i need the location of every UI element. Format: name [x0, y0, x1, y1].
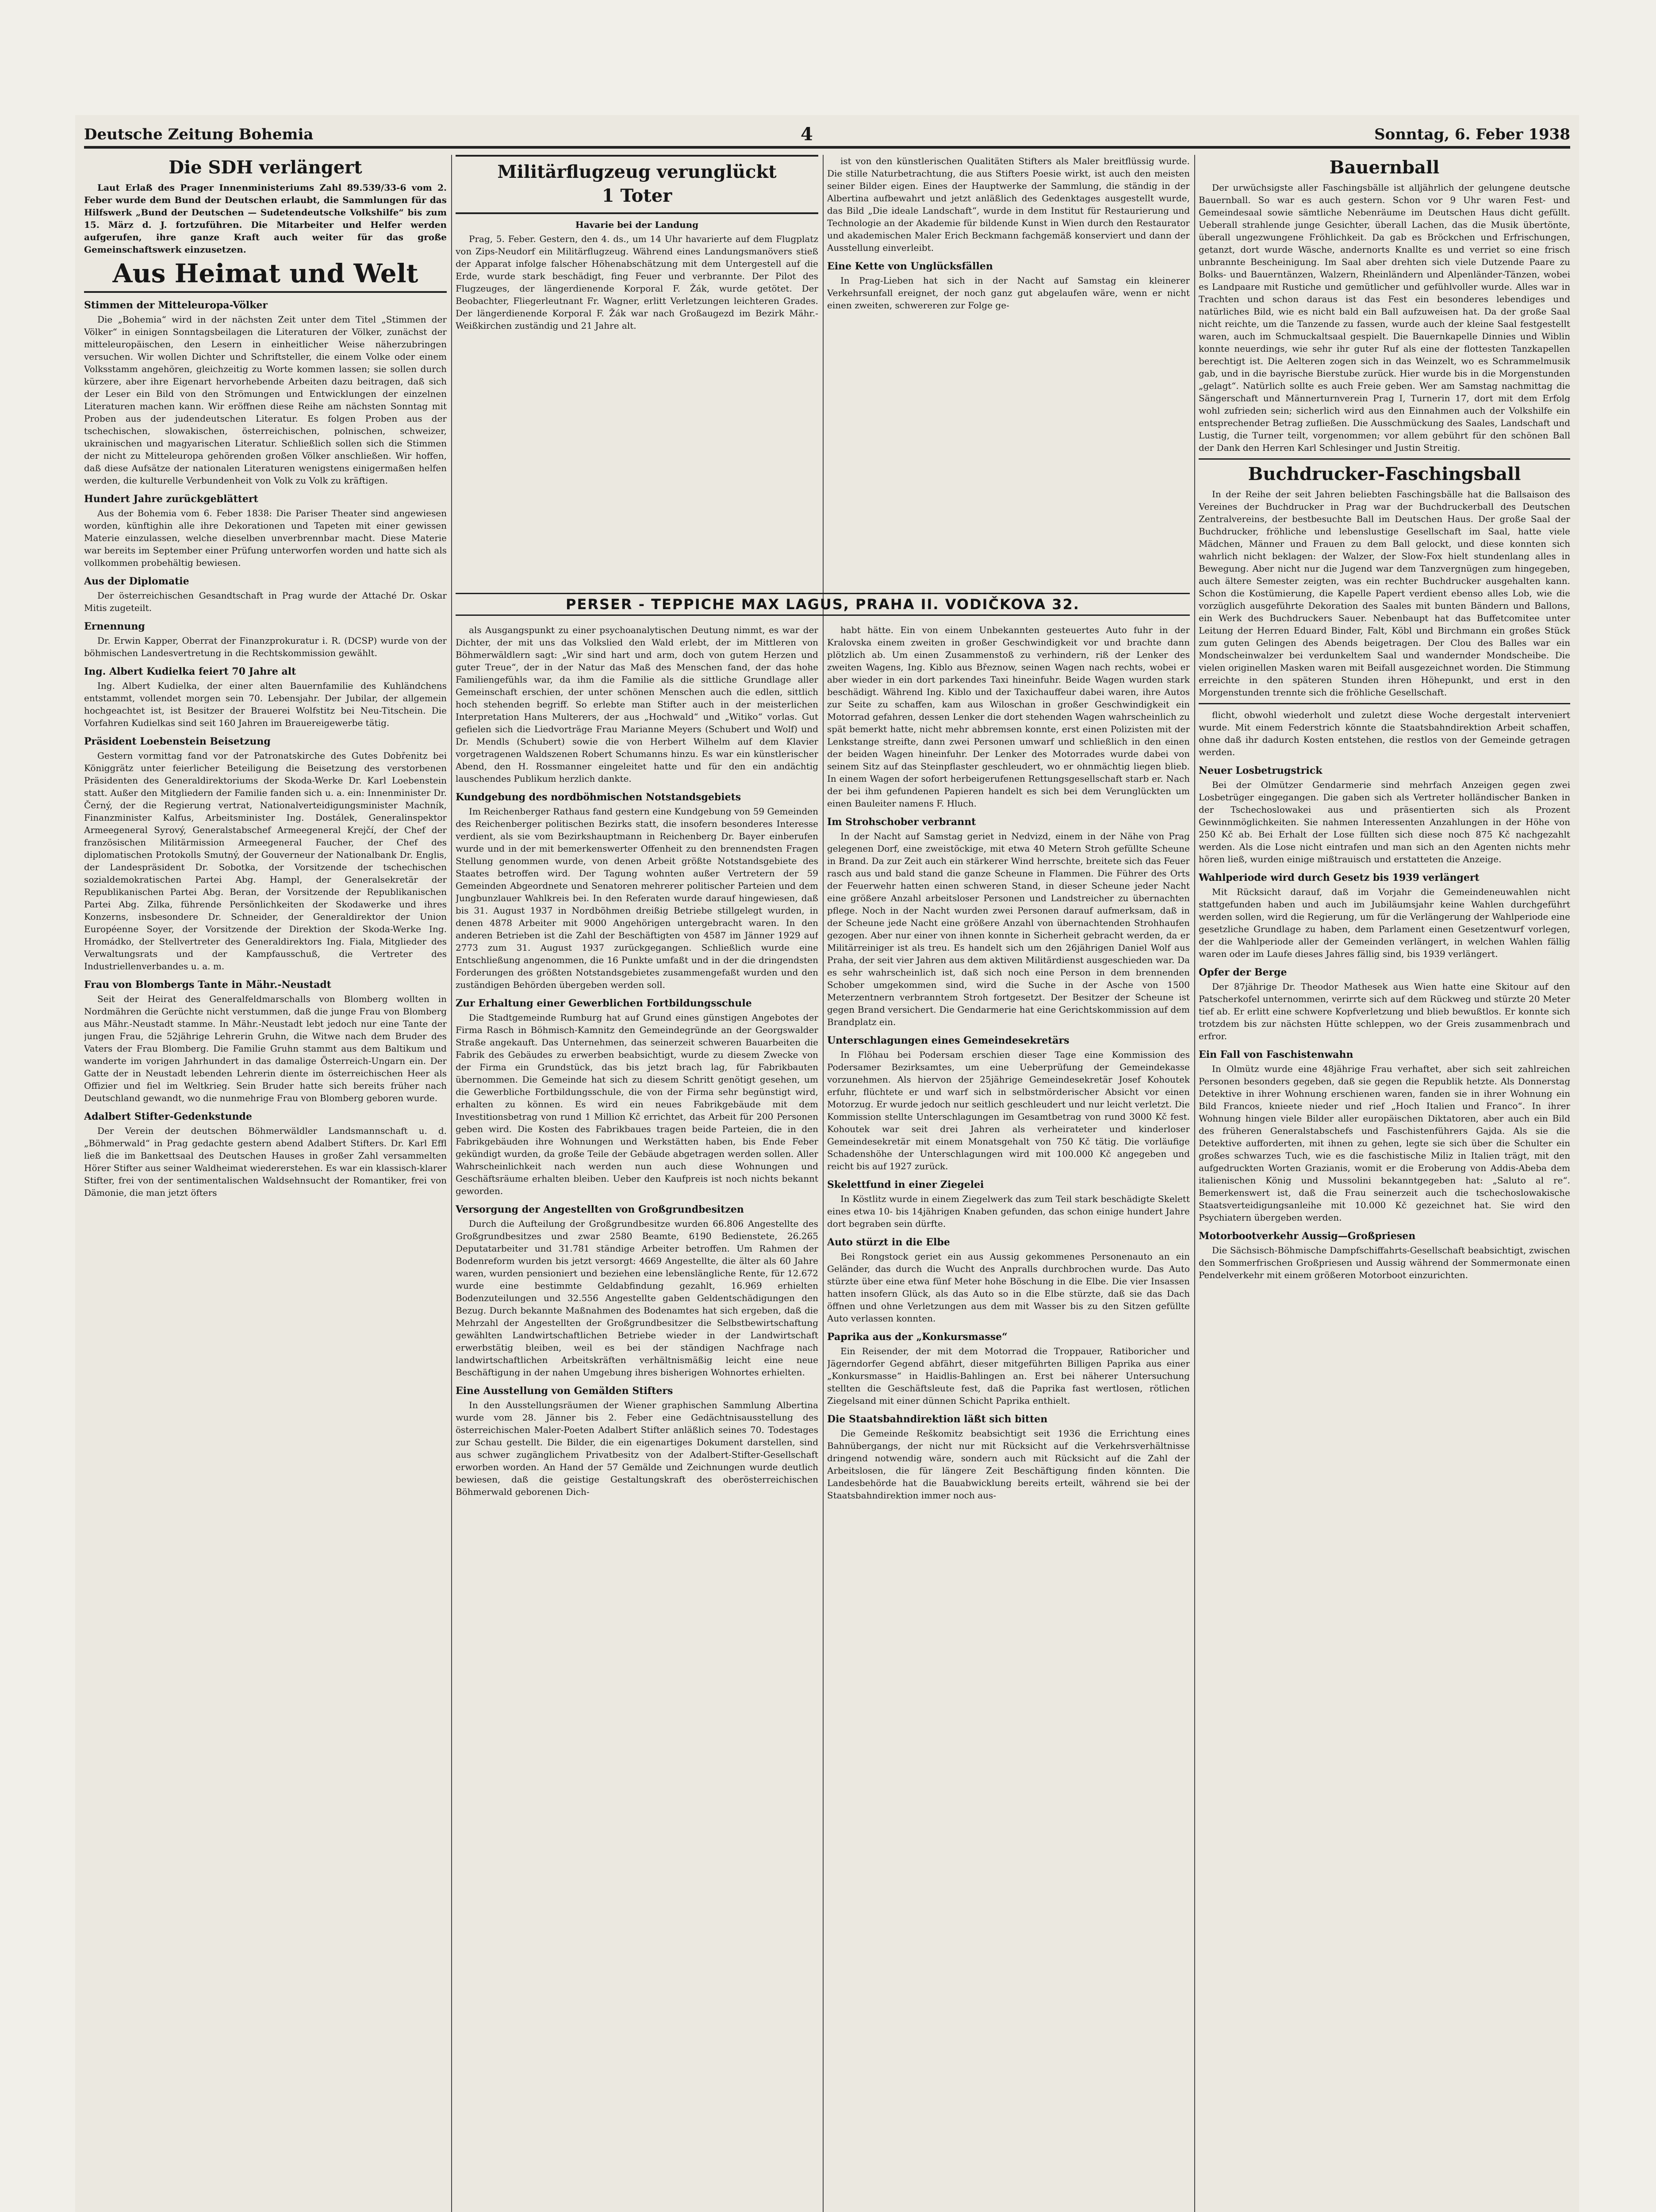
article-text: Der österreichischen Gesandtschaft in Prag wurde der Attaché Dr. Oskar Mitis zugeteilt.: [84, 590, 447, 613]
article-text: Gestern vormittag fand vor der Patronatskirche des Gutes Dobřenitz bei Königgrätz unter feierlicher Beteiligung die Beisetzung des verstorbenen Präsidenten des Generaldirektoriums der Skoda-Werke Dr. Karl Loebenstein statt. Außer den Mitgliedern der Familie fanden sich u. a. ein: Innenminister Dr. Černý, der die Regierung vertrat, Nationalverteidigungsminister Machník, Finanzminister Kalfus, Arbeitsminister Ing. Dostálek, Generalinspektor Armeegeneral Syrový, Generalstabschef Armeegeneral Krejčí, der Chef der französischen Militärmission Armeegeneral Faucher, der Chef des diplomatischen Protokolls Smutný, der Gouverneur der Nationalbank Dr. Englis, der Landespräsident Dr. Sobotka, der Vorsitzende der tschechischen sozialdemokratischen Partei Abg. Hampl, der Generalsekretär der Republikanischen Partei Abg. Beran, der Vorsitzende der Republikanischen Partei Abg. Zilka, führende Persönlichkeiten der Skodawerke und ihres Konzerns, insbesondere Dr. Schneider, der Generaldirektor der Union Européenne Soyer, der Vorsitzende der Direktion der Skoda-Werke Ing. Hromádko, der Stellvertreter des Generaldirektors Ing. Fiala, Mitglieder des Verwaltungsrats und der Kampfausschuß, die Vertreter des Industriellenverbandes u. a. m.: [84, 750, 447, 972]
article-heading: Ernennung: [84, 621, 145, 632]
article-heading: Präsident Loebenstein Beisetzung: [84, 736, 271, 747]
article-text: Ein Reisender, der mit dem Motorrad die Troppauer, Ratiboricher und Jägerndorfer Gegend abfährt, dieser mitgeführten Billigen Paprika aus einer „Konkursmasse“ in Haidlis-Bahlingen an. Erst bei näherer Untersuchung stellten die Geschäftsleute fest, daß die Paprika fast wertlosen, rötlichen Ziegelsand mit einer dünnen Schicht Paprika enthielt.: [827, 1346, 1190, 1406]
headline-box: [456, 155, 818, 214]
article-text: In der Nacht auf Samstag geriet in Nedvizd, einem in der Nähe von Prag gelegenen Dorf, eine zweistöckige, mit etwa 40 Metern Stroh gefüllte Scheune in Brand. Da zur Zeit auch ein stärkerer Wind herrschte, breitete sich das Feuer rasch aus und bald stand die ganze Scheune in Flammen. Die Führer des Orts der Feuerwehr hatten einen schweren Stand, in dieser Scheune jeder Nacht eine größere Anzahl arbeitsloser Personen und Landstreicher zu übernachten pflege. Noch in der Nacht wurden zwei Personen darauf aufmerksam, daß in der Scheune jede Nacht eine größere Anzahl von übernachtenden Strohhaufen gezogen. Aber nur einer von ihnen konnte in Sicherheit gebracht werden, da er Militärreiniger ist als treu. Es handelt sich um den 26jährigen Daniel Wolf aus Praha, der seit vier Jahren aus dem aktiven Militärdienst ausgeschieden war. Da es sehr wahrscheinlich ist, daß sich noch eine Person in dem brennenden Schober umgekommen sind, wird die Suche in der Asche von 1500 Meterzentnern verbranntem Stroh fortgesetzt. Der Besitzer der Scheune ist gegen Brand versichert. Die Gendarmerie hat eine Gerichtskommission auf dem Brandplatz ein.: [827, 831, 1190, 1027]
article-text: Mit Rücksicht darauf, daß im Vorjahr die Gemeindeneuwahlen nicht stattgefunden haben und auch im Jubiläumsjahr keine Wahlen durchgeführt werden sollen, wird die Regierung, um für die Verlängerung der Wahlperiode eine gesetzliche Grundlage zu haben, dem Parlament einen Gesetzentwurf vorlegen, der die Wahlperiode aller der Gemeinden verlängert, in welchen Wahlen fällig waren oder im Laufe dieses Jahres fällig sind, bis 1939 verlängert.: [1199, 887, 1570, 959]
article-heading: Aus der Diplomatie: [84, 576, 189, 587]
column-4: [1199, 155, 1570, 2212]
article-text: In der Reihe der seit Jahren beliebten Faschingsbälle hat die Ballsaison des Vereines der Buchdrucker in Prag war der Buchdruckerball des Deutschen Zentralvereins, der bestbesuchte Ball im Deutschen Haus. Der große Saal der Buchdrucker, fröhliche und lebenslustige Gesellschaft im Saal, hatte viele Mädchen, Männer und Frauen zu dem Ball gelockt, und diese konnten sich wahrlich nicht beklagen: der Walzer, der Slow-Fox hielt stundenlang alles in Bewegung. Aber nicht nur die Jugend war dem Tanzvergnügen zum hingegeben, auch ältere Semester zeigten, was ein rechter Buchdrucker ausgehalten kann. Schon die Kostümierung, die Kapelle Papert verdient ebenso alles Lob, wie die vorzüglich ausgeführte Dekoration des Saales mit bunten Bändern und Ballons, ein Werk des Buchdruckers Sauer. Nebenbaupt hat das Buffetcomitee unter Leitung der Herren Eduard Binder, Falt, Köbl und Birchmann ein großes Stück zum guten Gelingen des Abends beigetragen. Der Clou des Balles war ein Mondscheinwalzer bei verdunkeltem Saal und wandernder Mondscheibe. Die vielen originellen Masken waren mit Beifall ausgezeichnet worden. Die Stimmung erreichte in den späteren Stunden ihren Höhepunkt, und erst in den Morgenstunden trennte sich die fröhliche Gesellschaft.: [1199, 489, 1570, 698]
newspaper-page: [75, 115, 1579, 2212]
article-text: als Ausgangspunkt zu einer psychoanalytischen Deutung nimmt, es war der Dichter, der mit uns das Volkslied den Wald erlebt, der im Mittleren von Böhmerwäldlern sagt: „Wir sind hart und arm, doch von gutem Herzen und guter Treue“, der in der Natur das Maß des Menschen fand, der das hohe Familiengefühls war, da ihm die Familie als die sittliche Grundlage aller Gemeinschaft erschien, der unter schönen Menschen auch die edlen, sittlich hoch stehenden begriff. So erlebte man Stifter auch in der meisterlichen Interpretation Hans Multerers, der aus „Hochwald“ und „Witiko“ vorlas. Gut gefielen sich die Liedvorträge Frau Marianne Meyers (Schubert und Wolf) und Dr. Mendls (Schubert) sowie die von Herbert Wilhelm auf dem Klavier vorgetragenen Waldszenen Robert Schumanns hinzu. Es war ein künstlerischer Abend, den H. Rossmanner eingeleitet hatte und für den ein andächtig lauschendes Publikum herzlich dankte.: [456, 625, 818, 784]
headline-sdh: Die SDH verlängert: [169, 157, 362, 178]
column-1: [84, 155, 447, 2212]
article-text: Der urwüchsigste aller Faschingsbälle ist alljährlich der gelungene deutsche Bauernball. So war es auch gestern. Schon vor 9 Uhr waren Fest- und Gemeindesaal sowie sämtliche Nebenräume im Deutschen Haus dicht gefüllt. Ueberall strahlende junge Gesichter, überall Lachen, das die Musik übertönte, überall ungezwungene Fröhlichkeit. Da gab es Bröckchen und Erfrischungen, getanzt, dort wurde Wäsche, andernorts Knallte es und verriet so eine frisch unbrannte Bescheinigung. Im Saal aber drehten sich viele Dutzende Paare zu Bolks- und Bauerntänzen, Walzern, Rheinländern und Alpenländer-Tänzen, wobei es Landpaare mit Rustiche und gemütlicher und gefühlvoller wurde. Alles war in Trachten und schon daraus ist das Fest ein besonderes lebendiges und natürliches Bild, wie es nicht bald ein Ball aufzuweisen hat. Da der große Saal nicht reichte, um die Tanzende zu fassen, wurde auch der kleine Saal festgestellt waren, auch im Schmuckaltsaal gespielt. Die Bauernkapelle Dinnies und Wiblin konnte neuerdings, wie sehr ihr guter Ruf als eine der flottesten Tanzkapellen berechtigt ist. Die Aelteren zogen sich in das Weinzelt, wo es Schrammelmusik gab, und in die bayrische Bierstube zurück. Hier wurde bis in die Morgenstunden „gelagt“. Natürlich sollte es auch Freie geben. Wer am Samstag nachmittag die Sängerschaft und Männerturnverein Prag I, Turnerin 17, dort mit dem Erfolg wohl zufrieden sein; sicherlich wird aus den Einnahmen auch der Volkshilfe ein entsprechender Betrag zufließen. Die Ausschmückung des Saales, Landschaft und Lustig, die Turner teilt, vorgenommen; vor allem gebührt für den schönen Ball der Dank den Herren Karl Schlesinger und Justin Streitig.: [1199, 182, 1570, 453]
article-text: Durch die Aufteilung der Großgrundbesitze wurden 66.806 Angestellte des Großgrundbesitzes und zwar 2580 Beamte, 6190 Bedienstete, 26.265 Deputatarbeiter und 31.781 ständige Arbeiter betroffen. Um Rahmen der Bodenreform wurden bis jetzt versorgt: 4669 Angestellte, die älter als 60 Jahre waren, wurden pensioniert und beziehen eine lebenslängliche Rente, für 12.672 wurde eine bestimmte Geldabfindung gezahlt, 16.969 erhielten Bodenzuteilungen und 32.556 Angestellte gaben Geldentschädigungen den Bezug. Durch bekannte Maßnahmen des Bodenamtes hat sich ergeben, daß die Mehrzahl der Angestellten der Großgrundbesitzer die Selbstbewirtschaftung gewählten Landwirtschaftlichen Betriebe wieder in der Landwirtschaft erwerbstätig bleiben, weil es bei der ständigen Nachfrage nach landwirtschaftlichen Arbeitskräften verhältnismäßig leicht eine neue Beschäftigung in der nahen Umgebung ihres bisherigen Wohnortes erhielten.: [456, 1218, 818, 1378]
article-heading: Opfer der Berge: [1199, 967, 1287, 978]
article-text: Im Reichenberger Rathaus fand gestern eine Kundgebung von 59 Gemeinden des Reichenberger politischen Bezirks statt, die insofern besonderes Interesse verdient, als sie vom Bezirkshauptmann in Reichenberg Dr. Bayer einberufen wurde und in der mit bemerkenswerter Offenheit zu den brennendsten Fragen Stellung genommen wurde, von denen Arbeit größte Notstandsgebiete des Staates betroffen wird. Der Tagung wohnten außer Vertretern der 59 Gemeinden Abgeordnete und Senatoren mehrerer politischer Parteien und dem Jungbunzlauer Wahlkreis bei. In den Referaten wurde darauf hingewiesen, daß bis 31. August 1937 in Nordböhmen dreißig Betriebe stillgelegt wurden, in denen 4878 Arbeiter mit 9000 Angehörigen untergebracht waren. In den anderen Betrieben ist die Zahl der Beschäftigten von 4587 im Jänner 1929 auf 2773 zum 31. August 1937 zurückgegangen. Schließlich wurde eine Entschließung angenommen, die 16 Punkte umfaßt und in der die dringendsten Forderungen des größten Notstandsgebietes zusammengefaßt wurden und den zuständigen Behörden übergeben werden soll.: [456, 806, 818, 990]
page-header: [84, 124, 1570, 149]
article-text: In Köstlitz wurde in einem Ziegelwerk das zum Teil stark beschädigte Skelett eines etwa 10- bis 14jährigen Knaben gefunden, das schon einige hundert Jahre dort begraben sein dürfte.: [827, 1194, 1190, 1229]
article-text: In Olmütz wurde eine 48jährige Frau verhaftet, aber sich seit zahlreichen Personen besonders gegeben, daß sie gegen die Republik hetzte. Als Donnerstag Detektive in ihrer Wohnung erschienen waren, fanden sie in ihrer Wohnung ein Bild Francos, knieete nieder und rief „Hoch Italien und Franco“. In ihrer Wohnung hingen viele Bilder aller europäischen Diktatoren, aber auch ein Bild des früheren Generalstabschefs und Faschistenführers Gajda. Als sie die Detektive aufforderten, mit ihnen zu gehen, legte sie sich über die Schulter ein großes schwarzes Tuch, wie es die faschistische Miliz in Italien trägt, mit den aufgedruckten Worten Grazianis, womit er die Eroberung von Addis-Abeba dem italienischen König und Mussolini bekanntgegeben hat: „Saluto al re“. Bemerkenswert ist, daß die Frau seinerzeit auch die tschechoslowakische Staatsverteidigungsanleihe mit 10.000 Kč gezeichnet hat. Sie wird den Psychiatern übergeben werden.: [1199, 1064, 1570, 1223]
article-heading: Motorbootverkehr Aussig—Großpriesen: [1199, 1230, 1416, 1242]
article-heading: Wahlperiode wird durch Gesetz bis 1939 verlängert: [1199, 872, 1480, 883]
article-heading: Neuer Losbetrugstrick: [1199, 765, 1322, 776]
article-dek: Havarie bei der Landung: [575, 219, 699, 230]
article-text: Der 87jährige Dr. Theodor Mathesek aus Wien hatte eine Skitour auf den Patscherkofel unternommen, verirrte sich auf dem Rückweg und stürzte 20 Meter tief ab. Er erlitt eine schwere Kopfverletzung und blieb bewußtlos. Er konnte sich trotzdem bis zur nächsten Hütte schleppen, wo der Greis zusammenbrach und erfror.: [1199, 981, 1570, 1041]
article-text: flicht, obwohl wiederholt und zuletzt diese Woche dergestalt interveniert wurde. Mit einem Federstrich könnte die Staatsbahndirektion Arbeit schaffen, ohne daß ihr dadurch Kosten entstehen, die restlos von der Gemeinde getragen werden.: [1199, 710, 1570, 757]
column-rule: [1194, 155, 1195, 2212]
article-text: Die Gemeinde Reškomitz beabsichtigt seit 1936 die Errichtung eines Bahnübergangs, der nicht nur mit Rücksicht auf die Verkehrsverhältnisse dringend notwendig wäre, sondern auch mit Rücksicht auf die Zahl der Arbeitslosen, die für längere Zeit Beschäftigung finden könnten. Die Landesbehörde hat die Bauabwicklung bereits erteilt, während sie bei der Staatsbahndirektion immer noch aus-: [827, 1428, 1190, 1501]
article-heading: Adalbert Stifter-Gedenkstunde: [84, 1111, 252, 1122]
article-text: Ing. Albert Kudielka, der einer alten Bauernfamilie des Kuhländchens entstammt, vollendet morgen sein 70. Lebensjahr. Der Jubilar, der allgemein hochgeachtet ist, ist Besitzer der Brauerei Wolfstitz bei Neu-Titschein. Die Vorfahren Kudielkas sind seit 160 Jahren im Brauereigewerbe tätig.: [84, 680, 447, 728]
article-heading: Eine Ausstellung von Gemälden Stifters: [456, 1385, 673, 1397]
headline-buchdrucker: Buchdrucker-Faschingsball: [1248, 464, 1521, 484]
article-heading: Auto stürzt in die Elbe: [827, 1237, 950, 1248]
article-heading: Versorgung der Angestellten von Großgrundbesitzen: [456, 1204, 744, 1215]
article-heading: Ein Fall von Faschistenwahn: [1199, 1049, 1353, 1060]
page-number: 4: [801, 124, 813, 145]
article-text: habt hätte. Ein von einem Unbekannten gesteuertes Auto fuhr in der Kralovska einem zweiten in großer Geschwindigkeit vor und brachte dann plötzlich ab. Um einen Zusammenstoß zu verhindern, riß der Lenker des zweiten Wagens, Ing. Kiblo aus Březnow, seinen Wagen nach rechts, wobei er aber wieder in ein dort parkendes Taxi hineinfuhr. Beide Wagen wurden stark beschädigt. Während Ing. Kiblo und der Taxichauffeur dabei waren, ihre Autos zur Seite zu schaffen, kam aus Wiloschan in großer Geschwindigkeit ein Motorrad gefahren, dessen Lenker die dort stehenden Wagen wahrscheinlich zu spät bemerkt hatte, nicht mehr abbremsen konnte, erst einen Polizisten mit der Lenkstange streifte, dann zwei Personen umwarf und schließlich in den einen der beiden Wagen hineinfuhr. Der Lenker des Motorrades wurde dabei von seinem Sitz auf das Steinpflaster geschleudert, wo er ohnmächtig liegen blieb. In einem Wagen der sofort herbeigerufenen Rettungsgesellschaft starb er. Nach der bei ihm gefundenen Papieren handelt es sich bei dem Verunglückten um einen Bauleiter namens F. Hluch.: [827, 625, 1190, 809]
column-3-upper: [827, 155, 1190, 588]
article-text: In Prag-Lieben hat sich in der Nacht auf Samstag ein kleinerer Verkehrsunfall ereignet, der noch ganz gut abgelaufen wäre, wenn er nicht einen zweiten, schwereren zur Folge ge-: [827, 275, 1190, 311]
section-headline: Aus Heimat und Welt: [84, 259, 447, 293]
paper-name: Deutsche Zeitung Bohemia: [84, 126, 314, 143]
article-text: In Flöhau bei Podersam erschien dieser Tage eine Kommission des Podersamer Bezirksamtes, um eine Ueberprüfung der Gemeindekasse vorzunehmen. Als hiervon der 25jährige Gemeindesekretär Josef Kohoutek erfuhr, flüchtete er und warf sich in selbstmörderischer Absicht vor einen Motorzug. Er wurde jedoch nur seitlich geschleudert und nur leicht verletzt. Die Kommission stellte Unterschlagungen im Gesamtbetrag von rund 3000 Kč fest. Kohoutek war seit drei Jahren als verheirateter und kinderloser Gemeindesekretär mit einem Monatsgehalt von 750 Kč tätig. Die vorläufige Schadenshöhe der Unterschlagungen wird mit 100.000 Kč angegeben und reicht bis auf 1927 zurück.: [827, 1049, 1190, 1171]
column-rule: [451, 155, 452, 2212]
column-3-lower: [827, 624, 1190, 2212]
headline-plane-sub: 1 Toter: [602, 185, 672, 206]
article-heading: Eine Kette von Unglücksfällen: [827, 261, 993, 272]
article-text: Aus der Bohemia vom 6. Feber 1838: Die Pariser Theater sind angewiesen worden, künftighin alle ihre Dekorationen und Tapeten mit einer gewissen Materie einzulassen, welche dieselben unverbrennbar macht. Diese Materie war bereits im September einer Prüfung unterworfen worden und hatte sich als vollkommen probehältig bewiesen.: [84, 508, 447, 568]
article-text: Der Verein der deutschen Böhmerwäldler Landsmannschaft u. d. „Böhmerwald“ in Prag gedachte gestern abend Adalbert Stifters. Dr. Karl Effl ließ die im Bankettsaal des Deutschen Hauses in großer Zahl versammelten Hörer Stifter aus seiner Waldheimat wiedererstehen. Es war ein klassisch-klarer Stifter, frei von der sentimentalischen Waldsehnsucht der Romantiker, frei von Dämonie, die man jetzt öfters: [84, 1125, 447, 1198]
headline-bauernball: Bauernball: [1329, 157, 1440, 178]
article-heading: Im Strohschober verbrannt: [827, 816, 976, 828]
article-heading: Skelettfund in einer Ziegelei: [827, 1179, 984, 1190]
article-heading: Hundert Jahre zurückgeblättert: [84, 493, 258, 505]
article-text: Seit der Heirat des Generalfeldmarschalls von Blomberg wollten in Nordmähren die Gerüchte nicht verstummen, daß die junge Frau von Blomberg aus Mähr.-Neustadt stamme. In Mähr.-Neustadt lebt jedoch nur eine Tante der jungen Frau, die 52jährige Lehrerin Gruhn, die Witwe nach dem Bruder des Vaters der Frau Blomberg. Die Familie Gruhn stammt aus dem Baltikum und wanderte im vorigen Jahrhundert in das damalige Österreich-Ungarn ein. Der Gatte der in Neustadt lebenden Lehrerin diente im österreichischen Heer als Offizier und fiel im Weltkrieg. Sein Bruder hatte sich bereits früher nach Deutschland gewandt, wo die nunmehrige Frau von Blomberg geboren wurde.: [84, 994, 447, 1103]
article-text: ist von den künstlerischen Qualitäten Stifters als Maler breitflüssig wurde. Die stille Naturbetrachtung, die aus Stifters Poesie wirkt, ist auch den meisten seiner Bilder eigen. Eines der Hauptwerke der Sammlung, die ständig in der Albertina aufbewahrt und jetzt anläßlich des Gedenktages ausgestellt wurde, das Bild „Die ideale Landschaft“, wurde in dem Institut für Restaurierung und Technologie an der Akademie für bildende Kunst in Wien durch den Restaurator und akademischen Maler Erich Beckmann fachgemäß konserviert und dann der Ausstellung einverleibt.: [827, 156, 1190, 253]
article-heading: Ing. Albert Kudielka feiert 70 Jahre alt: [84, 666, 296, 677]
divider: [1199, 458, 1570, 460]
article-text: Laut Erlaß des Prager Innenministeriums Zahl 89.539/33-6 vom 2. Feber wurde dem Bund der Deutschen erlaubt, die Sammlungen für das Hilfswerk „Bund der Deutschen — Sudetendeutsche Volkshilfe“ bis zum 15. März d. J. fortzuführen. Die Mitarbeiter und Helfer werden aufgerufen, ihre ganze Kraft auch weiter für das große Gemeinschaftswerk einzusetzen.: [84, 182, 447, 255]
divider: [1199, 703, 1570, 704]
column-2-upper: [456, 155, 818, 588]
article-text: Die Stadtgemeinde Rumburg hat auf Grund eines günstigen Angebotes der Firma Rasch in Böhmisch-Kamnitz den Gemeindegründe an der Georgswalder Straße angekauft. Das Unternehmen, das seinerzeit schweren Bauarbeiten die Fabrik des Gebäudes zu erwerben beabsichtigt, wurde zu diesem Zwecke von der Firma ein Grundstück, das bis jetzt brach lag, für Fabrikbauten übernommen. Die Gemeinde hat sich zu diesem Schritt genötigt gesehen, um die Gewerbliche Fortbildungsschule, die von der Firma sehr begünstigt wird, erhalten zu können. Es wird ein neues Fabrikgebäude mit dem Investitionsbetrag von rund 1 Million Kč errichtet, das Arbeit für 200 Personen geben wird. Die Kosten des Fabrikbaues tragen beide Parteien, die in den Fabrikgebäuden ihre Wohnungen und Werkstätten haben, bis Ende Feber gekündigt wurden, da große Teile der Gebäude abgetragen werden sollen. Aller Wahrscheinlichkeit nach werden nun auch diese Wohnungen und Geschäftsräume erhalten bleiben. Ueber den Kaufpreis ist noch nichts bekannt geworden.: [456, 1012, 818, 1196]
article-text: Die „Bohemia“ wird in der nächsten Zeit unter dem Titel „Stimmen der Völker“ in einigen Sonntagsbeilagen die Literaturen der Völker, zunächst der mitteleuropäischen, den Lesern in einheitlicher Weise näherzubringen versuchen. Wir wollen Dichter und Schriftsteller, die einem Volke oder einem Volksstamm angehören, gleichzeitig zu Worte kommen lassen; sie sollen durch kürzere, aber ihre Eigenart hervorhebende Arbeiten dazu beitragen, daß sich der Leser ein Bild von den Strömungen und Entwicklungen der einzelnen Literaturen machen kann. Wir eröffnen diese Reihe am nächsten Sonntag mit Proben aus der judendeutschen Literatur. Es folgen Proben aus der tschechischen, slowakischen, österreichischen, polnischen, schweizer, ukrainischen und magyarischen Literatur. Schließlich sollen sich die Stimmen der nicht zu Mitteleuropa gehörenden großen Völker anschließen. Wir hoffen, daß diese Aufsätze der nationalen Literaturen wenigstens einigermaßen helfen werden, die kulturelle Verbundenheit von Volk zu Volk zu kräftigen.: [84, 314, 447, 486]
headline-plane-crash: Militärflugzeug verunglückt: [497, 161, 777, 182]
article-heading: Unterschlagungen eines Gemeindesekretärs: [827, 1035, 1070, 1046]
article-heading: Stimmen der Mitteleuropa-Völker: [84, 300, 268, 311]
article-text: Bei Rongstock geriet ein aus Aussig gekommenes Personenauto an ein Geländer, das durch die Wucht des Anpralls durchbrochen wurde. Das Auto stürzte über eine etwa fünf Meter hohe Böschung in die Elbe. Die vier Insassen hatten insofern Glück, als das Auto so in die Elbe stürzte, daß sie das Dach öffnen und ohne Verletzungen aus dem mit Wasser bis zu den Sitzen gefüllte Auto verlassen konnten.: [827, 1251, 1190, 1324]
column-rule: [823, 155, 824, 2212]
column-2-lower: [456, 624, 818, 2212]
article-text: In den Ausstellungsräumen der Wiener graphischen Sammlung Albertina wurde vom 28. Jänner bis 2. Feber eine Gedächtnisausstellung des österreichischen Maler-Poeten Adalbert Stifter anläßlich seines 70. Todestages zur Schau gestellt. Die Bilder, die ein eigenartiges Dokument darstellen, sind aus schwer zugänglichem Privatbesitz von der Adalbert-Stifter-Gesellschaft erworben worden. An Hand der 57 Gemälde und Zeichnungen wurde deutlich bewiesen, daß die geistige Gestaltungskraft des oberösterreichischen Böhmerwald geborenen Dich-: [456, 1400, 818, 1497]
article-heading: Kundgebung des nordböhmischen Notstandsgebiets: [456, 791, 741, 803]
article-text: Dr. Erwin Kapper, Oberrat der Finanzprokuratur i. R. (DCSP) wurde von der böhmischen Landesvertretung in die Rechtskommission gewählt.: [84, 635, 447, 658]
article-text: Bei der Olmützer Gendarmerie sind mehrfach Anzeigen gegen zwei Losbetrüger eingegangen. Die gaben sich als Vertreter holländischer Banken in der Tschechoslowakei aus und präsentierten sich als Prozent Gewinnmöglichkeiten. Sie nahmen Interessenten Anzahlungen in der Höhe von 250 Kč ab. Bei Erhalt der Lose füllten sich diese noch 875 Kč nachgezahlt werden. Als die Lose nicht eintrafen und man sich an den Agenten nichts mehr hören ließ, wurden einige mißtrauisch und erstatteten die Anzeige.: [1199, 780, 1570, 864]
article-heading: Die Staatsbahndirektion läßt sich bitten: [827, 1413, 1048, 1425]
article-heading: Paprika aus der „Konkursmasse“: [827, 1331, 1008, 1343]
issue-date: Sonntag, 6. Feber 1938: [1374, 126, 1570, 143]
article-heading: Zur Erhaltung einer Gewerblichen Fortbildungsschule: [456, 998, 752, 1009]
article-text: Prag, 5. Feber. Gestern, den 4. ds., um 14 Uhr havarierte auf dem Flugplatz von Zips-Neudorf ein Militärflugzeug. Während eines Landungsmanövers stieß der Apparat infolge falscher Höhenabschätzung mit dem Untergestell auf die Erde, wurde stark beschädigt, fing Feuer und verbrannte. Der Pilot des Flugzeuges, der längerdienende Korporal F. Žák, wurde getötet. Der Beobachter, Fliegerleutnant Fr. Wagner, erlitt Verletzungen leichteren Grades. Der längerdienende Korporal F. Žák war nach Großaugezd im Bezirk Mähr.-Weißkirchen zuständig und 21 Jahre alt.: [456, 234, 818, 331]
article-text: Die Sächsisch-Böhmische Dampfschiffahrts-Gesellschaft beabsichtigt, zwischen den Sommerfrischen Großpriesen und Aussig während der Sommermonate einen Pendelverkehr mit einem größeren Motorboot einzurichten.: [1199, 1245, 1570, 1280]
article-heading: Frau von Blombergs Tante in Mähr.-Neustadt: [84, 979, 331, 991]
ad-banner: PERSER - TEPPICHE MAX LAGUS, PRAHA II. VODIČKOVA 32.: [456, 593, 1190, 616]
